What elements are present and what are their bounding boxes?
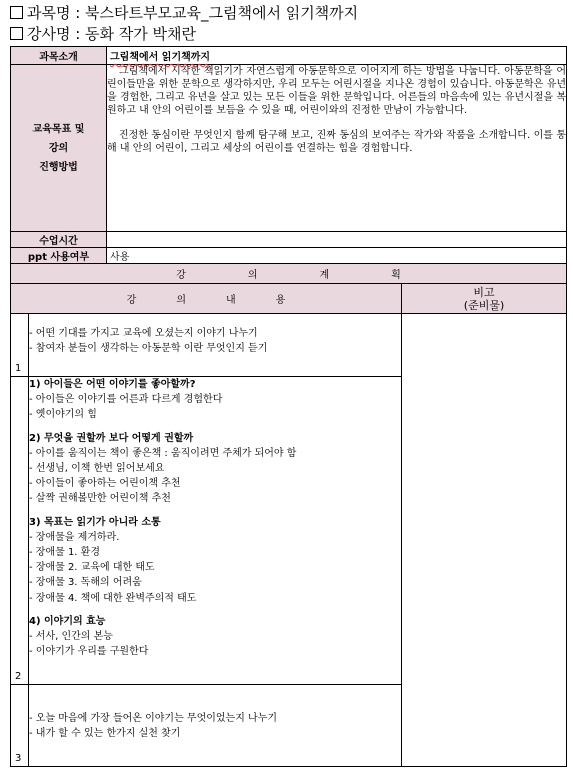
session-number: 1 [11,314,29,377]
session-content [29,314,402,377]
section-heading: 2) 무엇을 권할까 보다 어떻게 권할까 [29,432,194,444]
ppt-label: ppt 사용여부 [11,248,107,264]
lecturer-name-text: 강사명 : 동화 작가 박채란 [27,25,197,43]
content-header-row [11,284,567,314]
content-line: - 아이들은 이야기를 어른과 다르게 경험한다 [29,394,223,406]
ppt-value: 사용 [107,248,567,264]
lecture-plan-table [10,46,567,767]
objectives-paragraph-2: 진정한 동심이란 무엇인지 함께 탐구해 보고, 진짜 동심의 보여주는 작가와 작품을 소개합니다. 이를 통해 내 안의 어린이, 그리고 세상의 어린이를 연결하는 힘을 경험합니다. [107,130,567,154]
objectives-text [107,65,567,232]
content-line: - 장애물을 제거하라. [29,531,120,543]
content-line: - 서사, 인간의 본능 [29,631,113,643]
content-line: - 내가 할 수 있는 한가지 실천 찾기 [29,728,181,740]
content-line: - 살짝 권해볼만한 어린이책 추천 [29,493,171,505]
content-line: - 선생님, 이책 한번 읽어보세요 [29,463,165,475]
lecturer-name-line [10,24,196,44]
content-line: - 이야기가 우리를 구원한다 [29,646,149,658]
course-name-line [10,3,358,23]
plan-title-row [11,264,567,284]
session-content [29,377,402,685]
content-line: - 아이들이 좋아하는 어린이책 추천 [29,478,181,490]
content-title: 강 의 내 용 [11,284,402,314]
ppt-row [11,248,567,264]
hours-value [107,232,567,248]
course-intro-value: 그림책에서 읽기책까지 [107,47,567,65]
hours-label: 수업시간 [11,232,107,248]
course-intro-row [11,47,567,65]
content-line: - 어떤 기대를 가지고 교육에 오셨는지 이야기 나누기 [29,328,258,339]
session-number: 3 [11,685,29,767]
content-line: - 장애물 4. 책에 대한 완벽주의적 태도 [29,592,197,604]
remarks-cell [402,314,567,767]
hours-row [11,232,567,248]
content-line: - 장애물 1. 환경 [29,547,100,559]
checkbox-square-icon [10,27,23,40]
session-row-1 [11,314,567,377]
section-heading: 3) 목표는 읽기가 아니라 소통 [29,516,161,528]
section-heading: 4) 이야기의 효능 [29,615,106,627]
content-line: - 오늘 마음에 가장 들어온 이야기는 무엇이었는지 나누기 [29,713,278,724]
session-content [29,685,402,767]
session-number: 2 [11,377,29,685]
course-intro-label: 과목소개 [11,47,107,65]
course-name-text: 과목명 : 북스타트부모교육_그림책에서 읽기책까지 [27,4,359,22]
section-heading: 1) 아이들은 어떤 이야기를 좋아할까? [29,379,196,390]
objectives-label: 교육목표 및 강의 진행방법 [11,65,107,232]
plan-title: 강 의 계 획 [11,264,567,284]
content-line: - 옛이야기의 힘 [29,409,97,421]
checkbox-square-icon [10,6,23,19]
content-line: - 장애물 3. 독해의 어려움 [29,577,142,589]
content-line: - 장애물 2. 교육에 대한 태도 [29,562,155,574]
objectives-paragraph-1: 그림책에서 시작한 책읽기가 자연스럽게 아동문학으로 이어지게 하는 방법을 나눕니다. 아동문학을 어린이들만을 위한 문학으로 생각하지만, 우리 모두는 어린시절을 지나온 경험이 있습니다. 아동문학은 유년을 경험한, 그리고 유년을 살고 있는 모든 이들을 위한 문학입니다. 어른들의 마음속에 있는 유년시절을 복원하고 내 안의 어린이를 보듬을 수 있을 때, 어린이와의 진정한 만남이 가능합니다. [107,66,567,116]
content-line: - 아이를 움직이는 책이 좋은책 : 움직이려면 주체가 되어야 함 [29,447,297,459]
objectives-row [11,65,567,232]
remarks-header: 비고 (준비물) [402,284,567,314]
content-line: - 참여자 분들이 생각하는 아동문학 이란 무엇인지 듣기 [29,343,268,355]
